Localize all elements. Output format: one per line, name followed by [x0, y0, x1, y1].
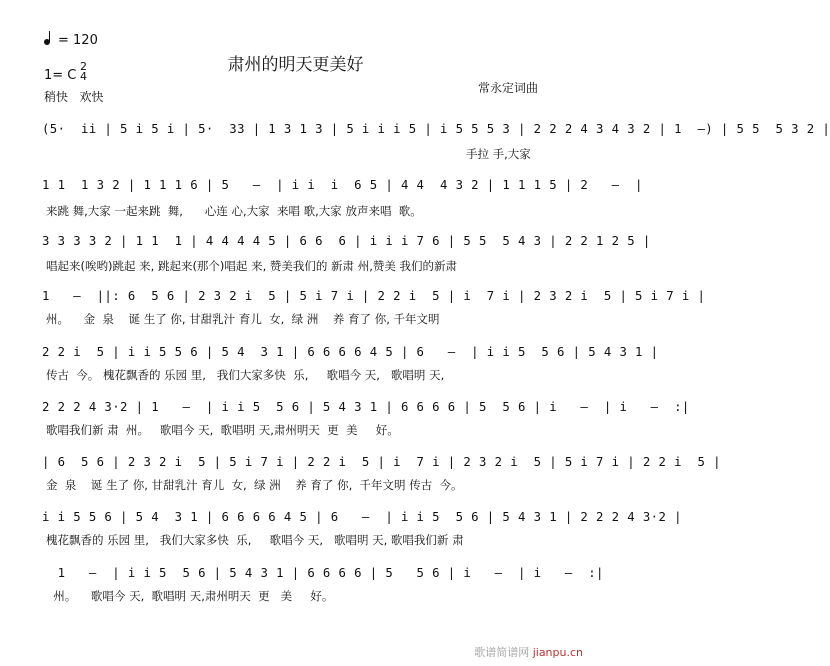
tempo-value: = 120: [58, 33, 98, 48]
notation-line-1: (5· ii | 5 i 5 i | 5· 33 | 1 3 1 3 | 5 i i i 5 | i 5 5 5 3 | 2 2 2 4 3 4 3 2 | 1 –) | 5 5 5 3 2 |: [42, 122, 830, 136]
lyrics-line-1: 手拉 手,大家: [466, 147, 531, 161]
watermark-latin: jianpu.cn: [532, 646, 583, 659]
song-title: 肃州的明天更美好: [227, 55, 364, 75]
lyrics-line-2: 来跳 舞,大家 一起来跳 舞, 心连 心,大家 来唱 歌,大家 放声来唱 歌。: [46, 204, 422, 218]
watermark-cn: 歌谱简谱网: [474, 646, 530, 659]
quarter-note-icon: [44, 39, 50, 45]
lyrics-line-3: 唱起来(唉哟)跳起 来, 跳起来(那个)唱起 来, 赞美我们的 新肃 州,赞美 我们的新肃: [46, 259, 457, 273]
notation-line-2: 1 1 1 3 2 | 1 1 1 6 | 5 – | i i i 6 5 | 4 4 4 3 2 | 1 1 1 5 | 2 – |: [42, 178, 643, 192]
lyrics-line-9: 州。 歌唱今 天, 歌唱明 天,肃州明天 更 美 好。: [46, 589, 334, 603]
time-signature-bottom: 4: [80, 70, 87, 83]
notation-line-8: i i 5 5 6 | 5 4 3 1 | 6 6 6 6 4 5 | 6 – | i i 5 5 6 | 5 4 3 1 | 2 2 2 4 3·2 |: [42, 510, 682, 524]
tempo-marking: [44, 33, 98, 48]
lyrics-line-4: 州。 金 泉 诞 生了 你, 甘甜乳汁 育儿 女, 绿 洲 养 育了 你, 千年文明: [46, 312, 440, 326]
notation-line-6: 2 2 2 4 3·2 | 1 – | i i 5 5 6 | 5 4 3 1 | 6 6 6 6 | 5 5 6 | i – | i – :|: [42, 400, 690, 414]
lyrics-line-7: 金 泉 诞 生了 你, 甘甜乳汁 育儿 女, 绿 洲 养 育了 你, 千年文明 传古 今。: [46, 478, 463, 492]
composer-credit: 常永定词曲: [478, 81, 539, 95]
notation-line-9: 1 – | i i 5 5 6 | 5 4 3 1 | 6 6 6 6 | 5 5 6 | i – | i – :|: [42, 566, 604, 580]
notation-line-4: 1 – ||: 6 5 6 | 2 3 2 i 5 | 5 i 7 i | 2 2 i 5 | i 7 i | 2 3 2 i 5 | 5 i 7 i |: [42, 289, 706, 303]
key-signature: 1= C: [44, 68, 77, 83]
lyrics-line-6: 歌唱我们新 肃 州。 歌唱今 天, 歌唱明 天,肃州明天 更 美 好。: [46, 423, 399, 437]
notation-line-7: | 6 5 6 | 2 3 2 i 5 | 5 i 7 i | 2 2 i 5 | i 7 i | 2 3 2 i 5 | 5 i 7 i | 2 2 i 5 |: [42, 455, 721, 469]
mood-marking: 稍快 欢快: [44, 90, 104, 104]
notation-line-3: 3 3 3 3 2 | 1 1 1 | 4 4 4 4 5 | 6 6 6 | i i i 7 6 | 5 5 5 4 3 | 2 2 1 2 5 |: [42, 234, 651, 248]
lyrics-line-5: 传古 今。 槐花飘香的 乐园 里, 我们大家多快 乐, 歌唱今 天, 歌唱明 天,: [46, 368, 445, 382]
time-signature-top: 2: [80, 60, 87, 73]
notation-line-5: 2 2 i 5 | i i 5 5 6 | 5 4 3 1 | 6 6 6 6 4 5 | 6 – | i i 5 5 6 | 5 4 3 1 |: [42, 345, 659, 359]
lyrics-line-8: 槐花飘香的 乐园 里, 我们大家多快 乐, 歌唱今 天, 歌唱明 天, 歌唱我们新 肃: [46, 533, 464, 547]
site-watermark: [474, 644, 583, 660]
